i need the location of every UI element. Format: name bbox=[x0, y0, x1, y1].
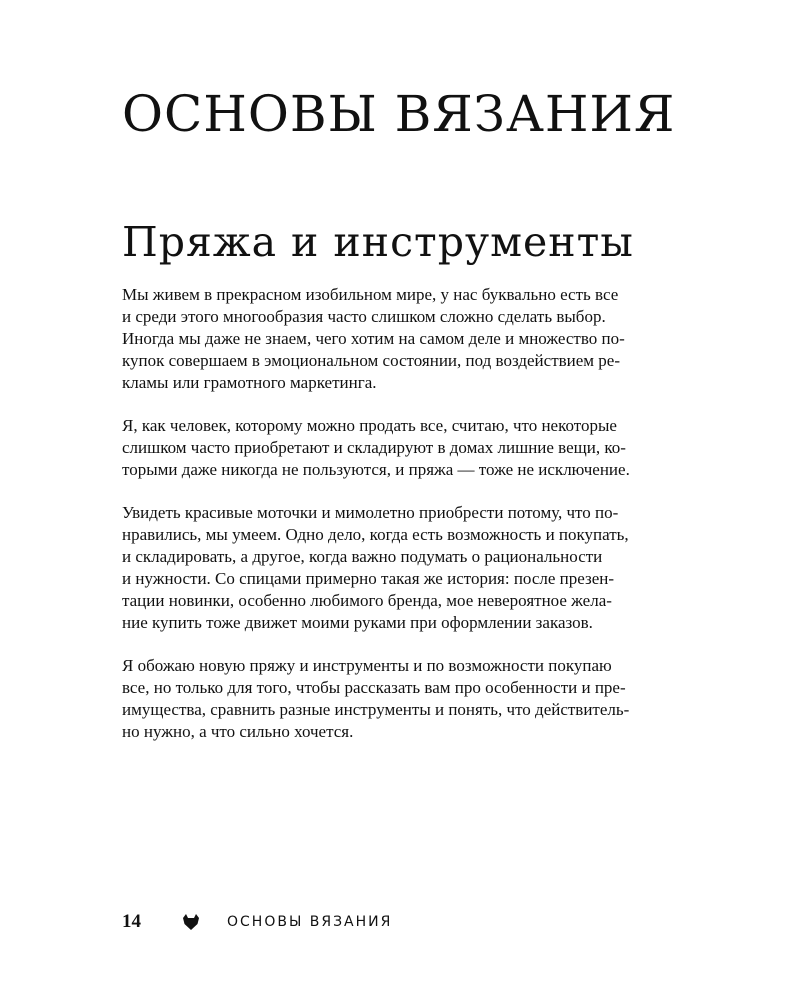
text-line: но нужно, а что сильно хочется. bbox=[122, 722, 354, 741]
chapter-title: ОСНОВЫ ВЯЗАНИЯ bbox=[122, 85, 676, 143]
text-line: Мы живем в прекрасном изобильном мире, у нас буквально есть все bbox=[122, 285, 619, 304]
paragraph-1 bbox=[122, 284, 742, 394]
text-line: купок совершаем в эмоциональном состоянии, под воздействием ре- bbox=[122, 351, 621, 370]
text-line: кламы или грамотного маркетинга. bbox=[122, 373, 377, 392]
text-line: тации новинки, особенно любимого бренда, мое невероятное жела- bbox=[122, 591, 612, 610]
text-line: Увидеть красивые моточки и мимолетно приобрести потому, что по- bbox=[122, 503, 619, 522]
text-line: и нужности. Со спицами примерно такая же история: после презен- bbox=[122, 569, 615, 588]
text-line: торыми даже никогда не пользуются, и пряжа — тоже не исключение. bbox=[122, 460, 630, 479]
paragraph-2 bbox=[122, 415, 742, 481]
paragraph-4 bbox=[122, 655, 742, 743]
paragraph-3 bbox=[122, 502, 742, 634]
page-footer bbox=[122, 910, 392, 934]
text-line: все, но только для того, чтобы рассказать вам про особенности и пре- bbox=[122, 678, 626, 697]
text-line: нравились, мы умеем. Одно дело, когда есть возможность и покупать, bbox=[122, 525, 629, 544]
running-head: ОСНОВЫ ВЯЗАНИЯ bbox=[227, 914, 393, 930]
section-title: Пряжа и инструменты bbox=[122, 218, 634, 266]
body-text bbox=[122, 284, 742, 764]
page-number: 14 bbox=[122, 911, 141, 932]
text-line: ние купить тоже движет моими руками при оформлении заказов. bbox=[122, 613, 593, 632]
text-line: и среди этого многообразия часто слишком сложно сделать выбор. bbox=[122, 307, 606, 326]
text-line: имущества, сравнить разные инструменты и понять, что действитель- bbox=[122, 700, 630, 719]
text-line: Я, как человек, которому можно продать все, считаю, что некоторые bbox=[122, 416, 617, 435]
text-line: слишком часто приобретают и складируют в домах лишние вещи, ко- bbox=[122, 438, 626, 457]
text-line: Иногда мы даже не знаем, чего хотим на самом деле и множество по- bbox=[122, 329, 625, 348]
text-line: и складировать, а другое, когда важно подумать о рациональности bbox=[122, 547, 603, 566]
fox-icon bbox=[181, 912, 201, 932]
text-line: Я обожаю новую пряжу и инструменты и по возможности покупаю bbox=[122, 656, 612, 675]
